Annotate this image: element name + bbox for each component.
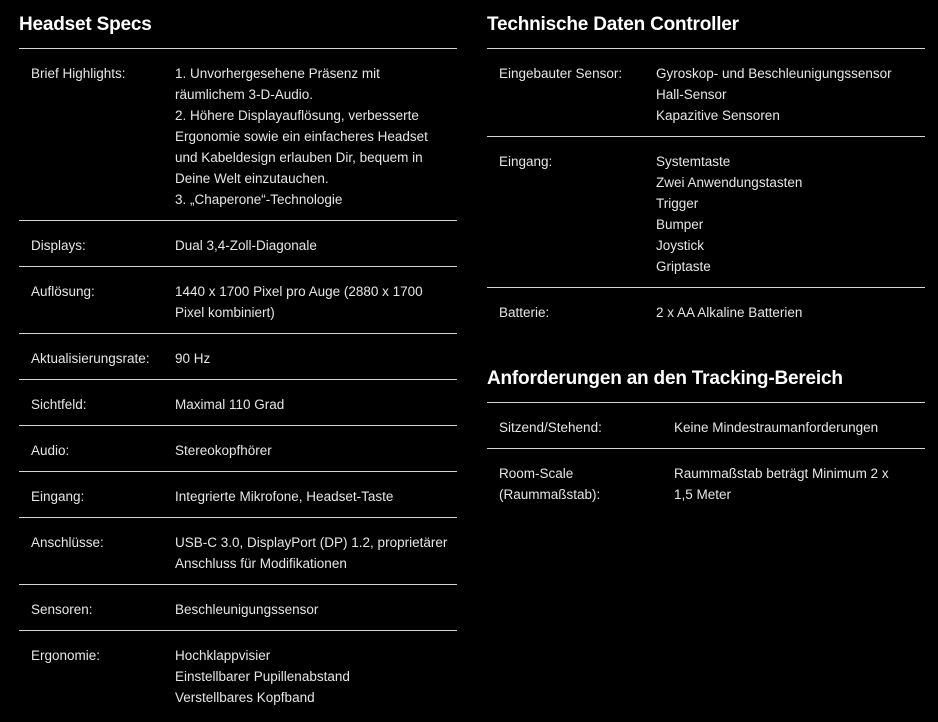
controller-spec-row <box>487 288 925 333</box>
tracking-spec-row-value-line: 1,5 Meter <box>674 487 732 502</box>
controller-spec-row-value-line: Bumper <box>656 217 704 232</box>
headset-spec-row-value-line: 90 Hz <box>175 351 211 366</box>
headset-spec-row-label: Displays: <box>31 238 86 253</box>
headset-spec-row <box>19 267 457 334</box>
headset-spec-row <box>19 518 457 585</box>
tracking-spec-row-label-line: Room-Scale <box>499 466 574 481</box>
headset-spec-row-value <box>175 532 457 574</box>
tracking-area-title: Anforderungen an den Tracking-Bereich <box>487 354 925 403</box>
headset-spec-row-value <box>175 599 457 620</box>
headset-spec-row-value-line: Deine Welt einzutauchen. <box>175 171 329 186</box>
tracking-spec-row-value <box>674 463 925 505</box>
headset-spec-row-value-line: Ergonomie sowie ein einfacheres Headset <box>175 129 428 144</box>
controller-spec-row-value <box>656 151 925 277</box>
headset-spec-row-value-line: Verstellbares Kopfband <box>175 690 315 705</box>
headset-spec-row-value-line: und Kabeldesign erlauben Dir, bequem in <box>175 150 423 165</box>
controller-spec-row <box>487 49 925 137</box>
right-column <box>487 0 925 515</box>
headset-spec-row-value-line: 3. „Chaperone“-Technologie <box>175 192 343 207</box>
headset-spec-row <box>19 334 457 380</box>
controller-spec-row-value-line: Griptaste <box>656 259 711 274</box>
headset-spec-row <box>19 472 457 518</box>
headset-spec-row-value-line: Anschluss für Modifikationen <box>175 556 347 571</box>
controller-spec-row-value <box>656 63 925 126</box>
headset-spec-row-value <box>175 394 457 415</box>
controller-spec-row-value-line: 2 x AA Alkaline Batterien <box>656 305 803 320</box>
tracking-spec-row <box>487 403 925 449</box>
headset-specs-table <box>19 49 457 718</box>
headset-spec-row-value-line: 1440 x 1700 Pixel pro Auge (2880 x 1700 <box>175 284 423 299</box>
controller-spec-row-value-line: Kapazitive Sensoren <box>656 108 780 123</box>
headset-spec-row-label: Eingang: <box>31 489 85 504</box>
controller-specs-section <box>487 0 925 333</box>
headset-spec-row-value-line: 2. Höhere Displayauflösung, verbesserte <box>175 108 419 123</box>
headset-spec-row-value-line: räumlichem 3-D-Audio. <box>175 87 314 102</box>
controller-spec-row-value <box>656 302 925 323</box>
headset-spec-row <box>19 49 457 221</box>
headset-spec-row-value <box>175 440 457 461</box>
headset-spec-row <box>19 631 457 718</box>
headset-spec-row <box>19 221 457 267</box>
headset-spec-row <box>19 426 457 472</box>
tracking-spec-row-label-line: (Raummaßstab): <box>499 487 601 502</box>
tracking-spec-row-value-line: Raummaßstab beträgt Minimum 2 x <box>674 466 889 481</box>
headset-spec-row-value-line: Einstellbarer Pupillenabstand <box>175 669 350 684</box>
headset-spec-row <box>19 380 457 426</box>
controller-spec-row-value-line: Joystick <box>656 238 705 253</box>
controller-specs-table <box>487 49 925 333</box>
controller-spec-row-label: Eingebauter Sensor: <box>499 66 623 81</box>
controller-spec-row-label: Eingang: <box>499 154 553 169</box>
tracking-spec-row-value <box>674 417 925 438</box>
headset-spec-row-value <box>175 486 457 507</box>
headset-spec-row-label: Audio: <box>31 443 70 458</box>
tracking-spec-row-value-line: Keine Mindestraumanforderungen <box>674 420 879 435</box>
controller-spec-row-value-line: Zwei Anwendungstasten <box>656 175 803 190</box>
headset-spec-row-value-line: Hochklappvisier <box>175 648 271 663</box>
headset-spec-row-value-line: Dual 3,4-Zoll-Diagonale <box>175 238 317 253</box>
headset-spec-row-value-line: 1. Unvorhergesehene Präsenz mit <box>175 66 380 81</box>
headset-spec-row-label: Anschlüsse: <box>31 535 104 550</box>
controller-spec-row-value-line: Trigger <box>656 196 699 211</box>
tracking-area-section <box>487 354 925 515</box>
headset-spec-row-label: Sichtfeld: <box>31 397 87 412</box>
headset-spec-row <box>19 585 457 631</box>
headset-spec-row-value <box>175 63 457 210</box>
controller-spec-row-value-line: Hall-Sensor <box>656 87 727 102</box>
headset-spec-row-value <box>175 645 457 708</box>
tracking-spec-row-label <box>487 463 674 505</box>
tracking-area-table <box>487 403 925 515</box>
headset-spec-row-label: Sensoren: <box>31 602 93 617</box>
headset-spec-row-value <box>175 348 457 369</box>
tracking-spec-row-label <box>487 417 674 438</box>
headset-spec-row-value-line: Pixel kombiniert) <box>175 305 275 320</box>
controller-specs-title: Technische Daten Controller <box>487 0 925 49</box>
tracking-spec-row <box>487 449 925 515</box>
controller-spec-row-value-line: Systemtaste <box>656 154 731 169</box>
headset-spec-row-value-line: Integrierte Mikrofone, Headset-Taste <box>175 489 394 504</box>
headset-spec-row-value-line: USB-C 3.0, DisplayPort (DP) 1.2, proprietärer <box>175 535 448 550</box>
headset-spec-row-value-line: Stereokopfhörer <box>175 443 272 458</box>
tracking-spec-row-label-line: Sitzend/Stehend: <box>499 420 602 435</box>
controller-spec-row-value-line: Gyroskop- und Beschleunigungssensor <box>656 66 892 81</box>
controller-spec-row <box>487 137 925 288</box>
headset-spec-row-value <box>175 235 457 256</box>
headset-spec-row-label: Auflösung: <box>31 284 95 299</box>
headset-spec-row-label: Ergonomie: <box>31 648 101 663</box>
headset-specs-column <box>19 0 457 718</box>
controller-spec-row-label: Batterie: <box>499 305 550 320</box>
headset-specs-title: Headset Specs <box>19 0 457 49</box>
headset-spec-row-label: Brief Highlights: <box>31 66 126 81</box>
headset-spec-row-value-line: Beschleunigungssensor <box>175 602 319 617</box>
headset-spec-row-value-line: Maximal 110 Grad <box>175 397 285 412</box>
headset-spec-row-value <box>175 281 457 323</box>
headset-spec-row-label: Aktualisierungsrate: <box>31 351 150 366</box>
